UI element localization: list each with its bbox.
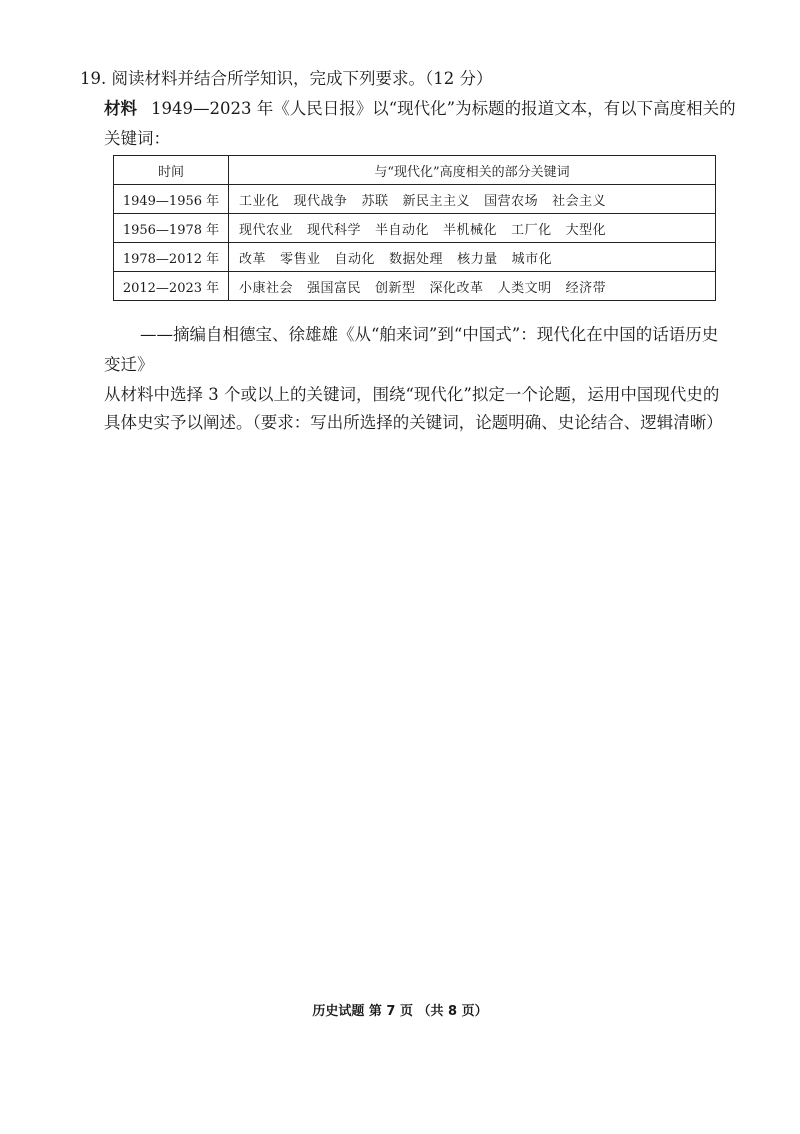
keyword: 小康社会 xyxy=(239,280,294,296)
keyword: 大型化 xyxy=(565,222,607,238)
keyword: 创新型 xyxy=(375,280,416,296)
keyword-table xyxy=(113,155,716,301)
keyword: 工厂化 xyxy=(511,222,552,238)
keyword: 改革 xyxy=(239,251,267,267)
task-line-2: 具体史实予以阐述。（要求：写出所选择的关键词，论题明确、史论结合、逻辑清晰） xyxy=(104,413,723,432)
keyword: 深化改革 xyxy=(429,280,484,296)
keyword: 国营农场 xyxy=(484,193,539,209)
keyword: 社会主义 xyxy=(552,193,607,209)
keyword: 数据处理 xyxy=(389,251,444,267)
table-row xyxy=(114,214,716,243)
keyword: 工业化 xyxy=(239,193,280,209)
material-text-1: 1949—2023 年《人民日报》以“现代化”为标题的报道文本，有以下高度相关的 xyxy=(151,99,736,118)
keyword: 新民主主义 xyxy=(402,193,471,209)
header-period: 时间 xyxy=(114,156,229,185)
period-cell: 2012—2023 年 xyxy=(114,272,229,301)
question-heading: 19. 阅读材料并结合所学知识，完成下列要求。（12 分） xyxy=(80,69,493,88)
keyword: 强国富民 xyxy=(307,280,362,296)
table-row xyxy=(114,272,716,301)
keyword: 半自动化 xyxy=(375,222,430,238)
table-row xyxy=(114,185,716,214)
source-line-1: ——摘编自相德宝、徐雄雄《从“舶来词”到“中国式”：现代化在中国的话语历史 xyxy=(140,325,719,344)
keywords-cell xyxy=(229,272,716,301)
source-line-2: 变迁》 xyxy=(104,355,154,374)
task-line-1: 从材料中选择 3 个或以上的关键词，围绕“现代化”拟定一个论题，运用中国现代史的 xyxy=(104,385,720,404)
keyword: 经济带 xyxy=(565,280,607,296)
keyword: 现代战争 xyxy=(293,193,348,209)
keyword: 半机械化 xyxy=(443,222,498,238)
keyword-table-header-row xyxy=(114,156,716,185)
material-intro xyxy=(104,98,736,120)
material-text-2: 关键词： xyxy=(104,129,170,148)
keywords-cell xyxy=(229,214,716,243)
keyword: 现代科学 xyxy=(307,222,362,238)
period-cell: 1978—2012 年 xyxy=(114,243,229,272)
keywords-cell xyxy=(229,243,716,272)
keyword: 人类文明 xyxy=(497,280,552,296)
keywords-cell xyxy=(229,185,716,214)
keyword: 苏联 xyxy=(361,193,389,209)
keyword: 现代农业 xyxy=(239,222,294,238)
header-keywords: 与“现代化”高度相关的部分关键词 xyxy=(229,156,716,185)
table-row xyxy=(114,243,716,272)
page-footer: 历史试题 第 7 页 （共 8 页） xyxy=(312,1004,488,1019)
period-cell: 1949—1956 年 xyxy=(114,185,229,214)
keyword: 自动化 xyxy=(334,251,376,267)
period-cell: 1956—1978 年 xyxy=(114,214,229,243)
keyword-table-body xyxy=(114,185,716,301)
keyword: 零售业 xyxy=(280,251,321,267)
keyword: 核力量 xyxy=(457,251,498,267)
material-label: 材料 xyxy=(104,99,137,118)
keyword: 城市化 xyxy=(511,251,553,267)
